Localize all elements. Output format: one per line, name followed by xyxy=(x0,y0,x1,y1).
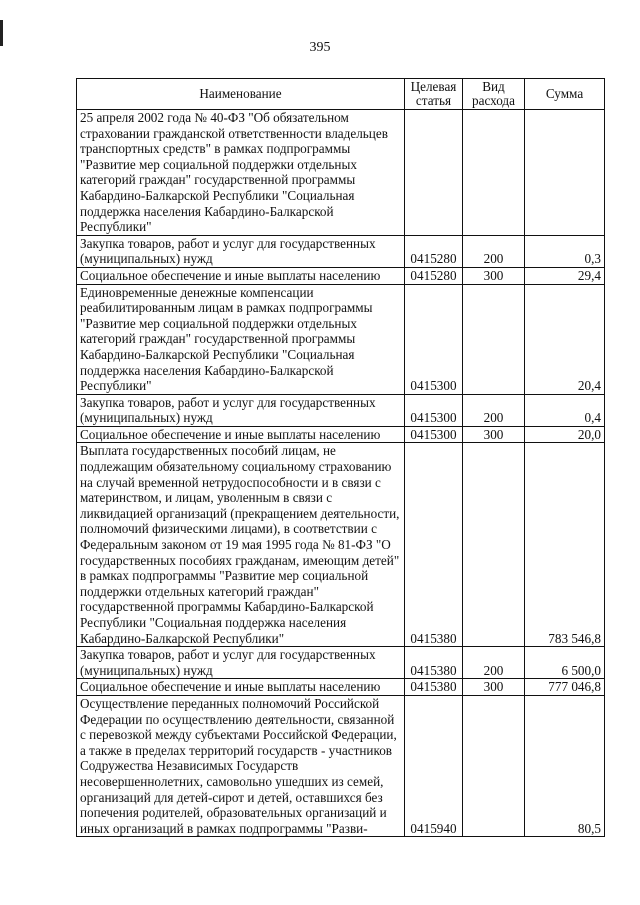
table-header-row xyxy=(77,79,605,110)
row-expense-type: 200 xyxy=(463,394,525,426)
row-sum: 20,0 xyxy=(525,426,605,443)
page-number: 395 xyxy=(309,40,331,55)
row-target-article: 0415300 xyxy=(405,284,463,394)
header-expense-type: Вид расхода xyxy=(463,79,525,110)
row-name: Социальное обеспечение и иные выплаты населению xyxy=(77,267,405,284)
row-target-article xyxy=(405,110,463,236)
row-target-article: 0415940 xyxy=(405,695,463,836)
row-expense-type xyxy=(463,443,525,647)
row-expense-type: 200 xyxy=(463,647,525,679)
row-expense-type: 300 xyxy=(463,679,525,696)
row-sum: 0,4 xyxy=(525,394,605,426)
row-sum: 783 546,8 xyxy=(525,443,605,647)
table-row xyxy=(77,284,605,394)
table-row xyxy=(77,394,605,426)
budget-table xyxy=(76,78,605,837)
table-row xyxy=(77,679,605,696)
row-sum: 777 046,8 xyxy=(525,679,605,696)
table-row xyxy=(77,695,605,836)
row-name: Единовременные денежные компенсации реабилитированным лицам в рамках подпрограммы "Развитие мер социальной поддержки отдельных категорий граждан" государственной программы Кабардино-Балкарской Республики "Социальная поддержка населения Кабардино-Балкарской Республики" xyxy=(77,284,405,394)
header-target-article: Целевая статья xyxy=(405,79,463,110)
row-sum: 29,4 xyxy=(525,267,605,284)
row-target-article: 0415380 xyxy=(405,647,463,679)
row-sum: 0,3 xyxy=(525,235,605,267)
row-target-article: 0415380 xyxy=(405,679,463,696)
header-sum: Сумма xyxy=(525,79,605,110)
table-row xyxy=(77,443,605,647)
row-name: Выплата государственных пособий лицам, не подлежащим обязательному социальному страхованию на случай временной нетрудоспособности и в связи с материнством, и лицам, уволенным в связи с ликвидацией организаций (прекращением деятельности, полномочий физическими лицами), в соответствии с Федеральным законом от 19 мая 1995 года № 81-ФЗ "О государственных пособиях гражданам, имеющим детей" в рамках подпрограммы "Развитие мер социальной поддержки отдельных категорий граждан" государственной программы Кабардино-Балкарской Республики "Социальная поддержка населения Кабардино-Балкарской Республики" xyxy=(77,443,405,647)
row-expense-type xyxy=(463,110,525,236)
row-expense-type: 300 xyxy=(463,426,525,443)
header-name: Наименование xyxy=(77,79,405,110)
row-name: 25 апреля 2002 года № 40-ФЗ "Об обязательном страховании гражданской ответственности владельцев транспортных средств" в рамках подпрограммы "Развитие мер социальной поддержки отдельных категорий граждан" государственной программы Кабардино-Балкарской Республики "Социальная поддержка населения Кабардино-Балкарской Республики" xyxy=(77,110,405,236)
row-name: Закупка товаров, работ и услуг для государственных (муниципальных) нужд xyxy=(77,394,405,426)
row-name: Социальное обеспечение и иные выплаты населению xyxy=(77,426,405,443)
table-row xyxy=(77,267,605,284)
table-row xyxy=(77,426,605,443)
table-row xyxy=(77,110,605,236)
row-name: Закупка товаров, работ и услуг для государственных (муниципальных) нужд xyxy=(77,235,405,267)
row-name: Социальное обеспечение и иные выплаты населению xyxy=(77,679,405,696)
row-target-article: 0415280 xyxy=(405,267,463,284)
row-sum xyxy=(525,110,605,236)
row-expense-type xyxy=(463,695,525,836)
row-expense-type: 200 xyxy=(463,235,525,267)
table-row xyxy=(77,235,605,267)
row-sum: 80,5 xyxy=(525,695,605,836)
row-name: Закупка товаров, работ и услуг для государственных (муниципальных) нужд xyxy=(77,647,405,679)
row-target-article: 0415280 xyxy=(405,235,463,267)
row-name: Осуществление переданных полномочий Российской Федерации по осуществлению деятельности, связанной с перевозкой между субъектами Российской Федерации, а также в пределах территорий государств - участников Содружества Независимых Государств несовершеннолетних, самовольно ушедших из семей, организаций для детей-сирот и детей, оставшихся без попечения родителей, образовательных организаций и иных организаций в рамках подпрограммы "Разви- xyxy=(77,695,405,836)
row-sum: 6 500,0 xyxy=(525,647,605,679)
row-sum: 20,4 xyxy=(525,284,605,394)
table-row xyxy=(77,647,605,679)
row-target-article: 0415300 xyxy=(405,426,463,443)
row-target-article: 0415380 xyxy=(405,443,463,647)
row-expense-type xyxy=(463,284,525,394)
row-target-article: 0415300 xyxy=(405,394,463,426)
row-expense-type: 300 xyxy=(463,267,525,284)
